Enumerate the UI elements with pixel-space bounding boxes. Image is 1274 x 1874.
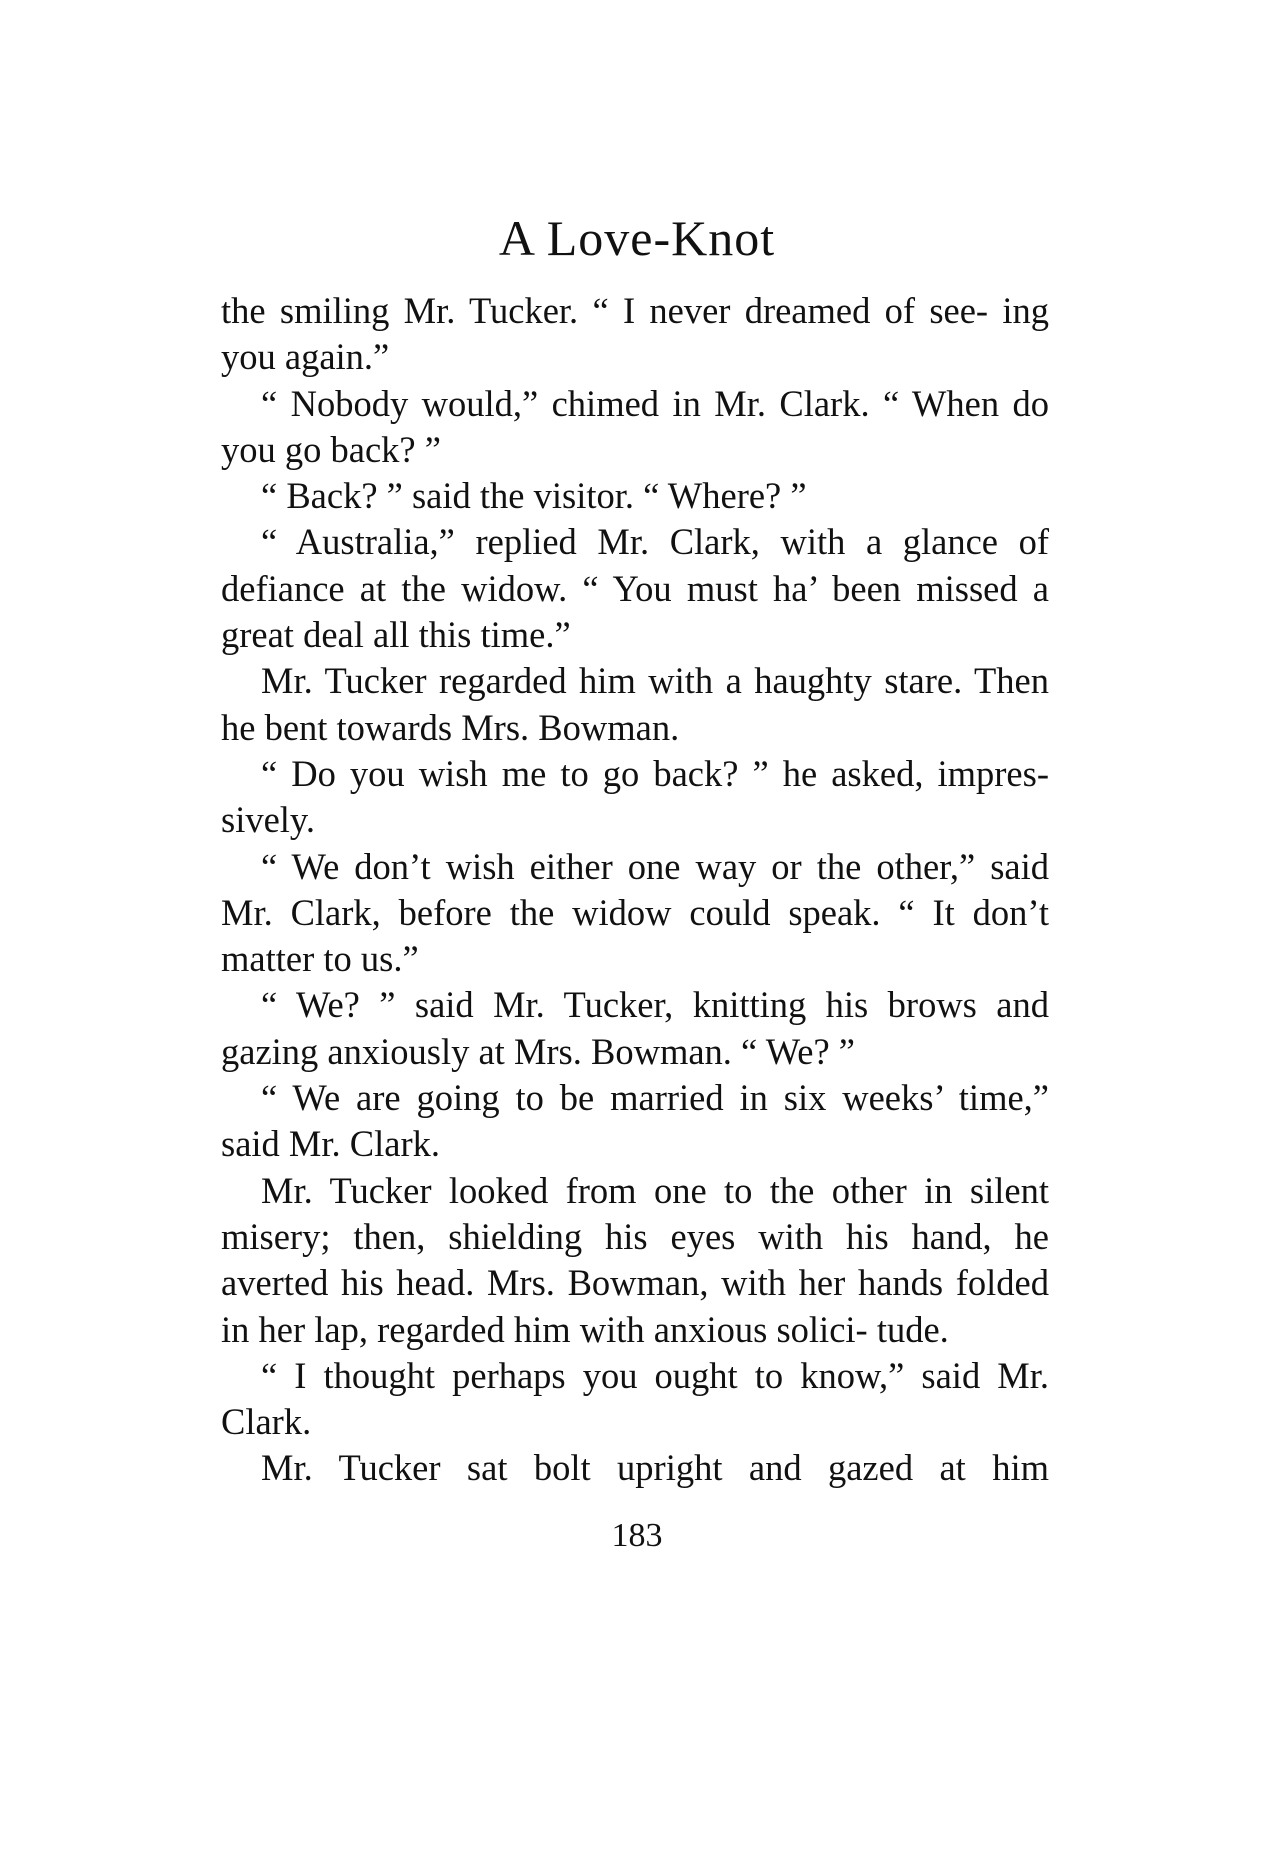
paragraph: “ Back? ” said the visitor. “ Where? ”	[261, 475, 807, 517]
paragraph: Mr. Tucker sat bolt upright and gazed at him	[261, 1447, 1049, 1489]
body-text	[221, 288, 1049, 1492]
paragraph: Mr. Tucker regarded him with a haughty stare. Then he bent towards Mrs. Bowman.	[221, 660, 1049, 748]
paragraph: “ Nobody would,” chimed in Mr. Clark. “ When do you go back? ”	[221, 382, 1049, 470]
paragraph: “ Australia,” replied Mr. Clark, with a glance of defiance at the widow. “ You must ha’ been missed a great deal all this time.”	[221, 521, 1049, 656]
paragraph: “ I thought perhaps you ought to know,” said Mr. Clark.	[221, 1354, 1049, 1443]
paragraph: “ Do you wish me to go back? ” he asked, impres- sively.	[221, 752, 1049, 841]
paragraph: the smiling Mr. Tucker. “ I never dreamed of see- ing you again.”	[221, 290, 1049, 378]
paragraph: “ We? ” said Mr. Tucker, knitting his brows and gazing anxiously at Mrs. Bowman. “ We? ”	[221, 984, 1049, 1072]
paragraph: Mr. Tucker looked from one to the other in silent misery; then, shielding his eyes with his hand, he averted his head. Mrs. Bowman, with her hands folded in her lap, regarded him with anxious solici- tude.	[221, 1169, 1049, 1350]
paragraph: “ We are going to be married in six weeks’ time,” said Mr. Clark.	[221, 1077, 1049, 1165]
page-number: 183	[611, 1517, 663, 1554]
paragraph: “ We don’t wish either one way or the other,” said Mr. Clark, before the widow could speak. “ It don’t matter to us.”	[221, 845, 1049, 980]
running-head: A Love-Knot	[498, 210, 776, 266]
